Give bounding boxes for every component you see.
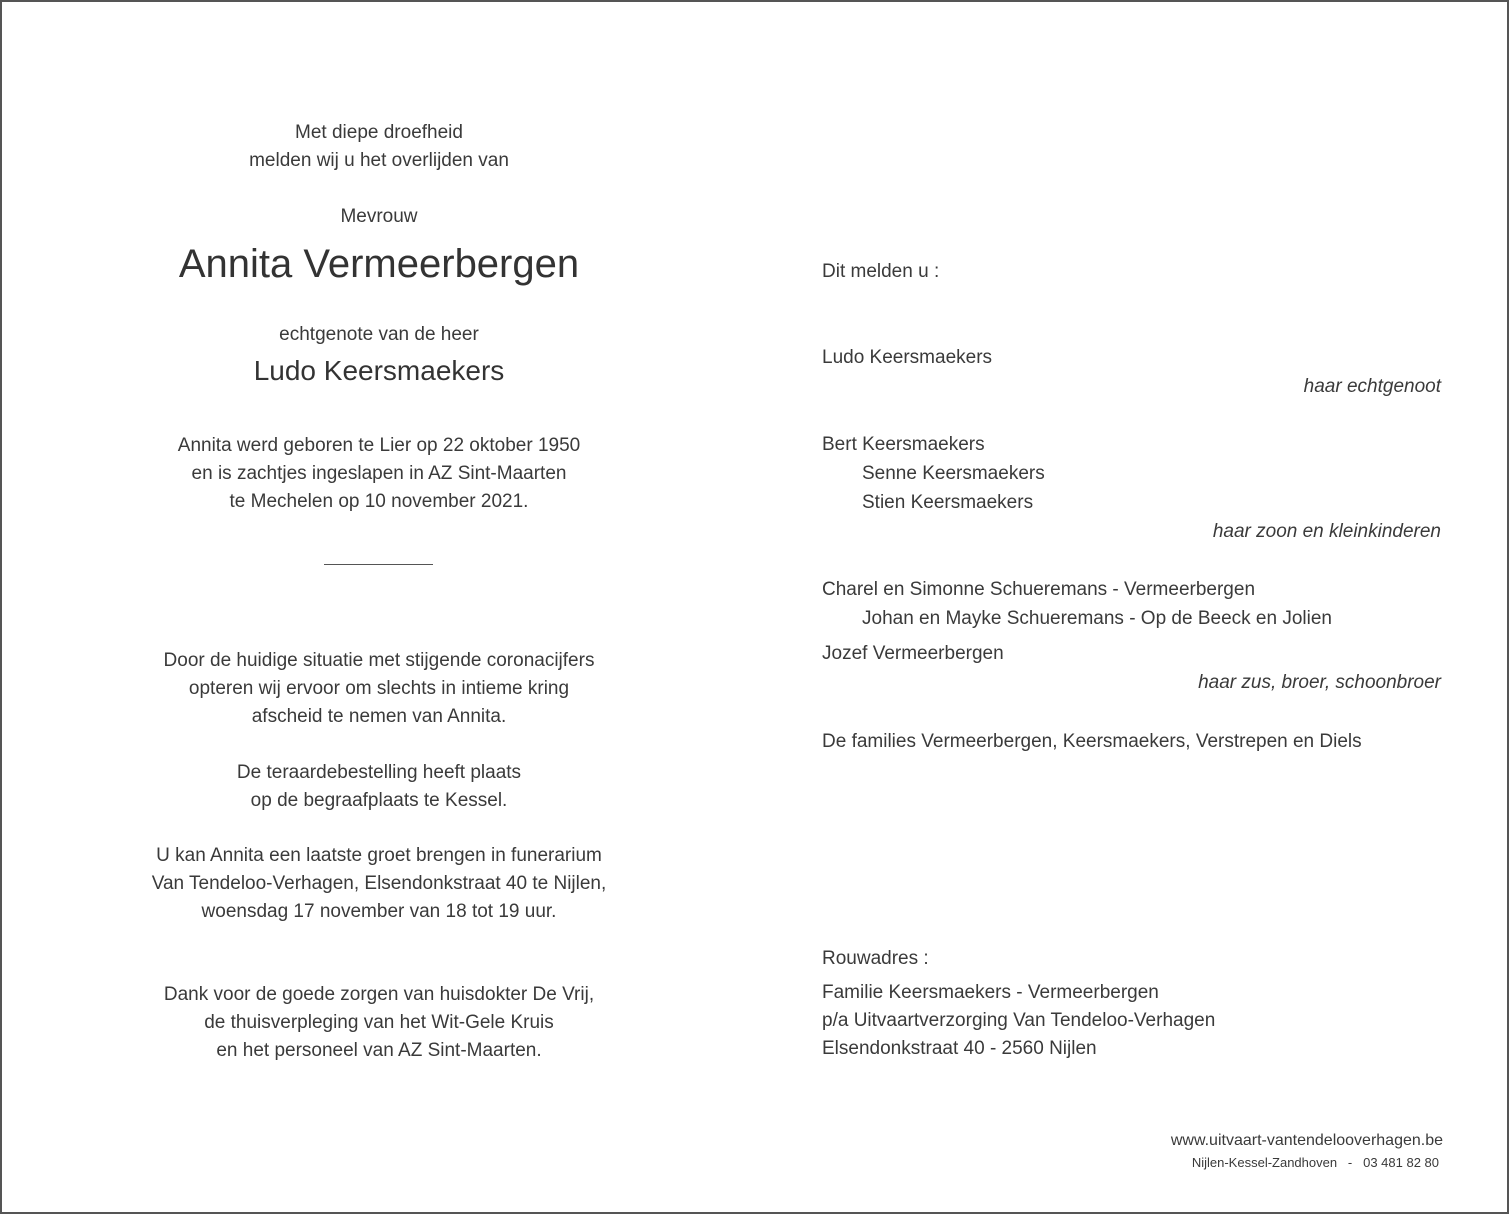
spouse-entry: Ludo Keersmaekers xyxy=(822,347,993,368)
address-line-2: p/a Uitvaartverzorging Van Tendeloo-Verhagen xyxy=(822,1010,1216,1031)
para2-line-2: op de begraafplaats te Kessel. xyxy=(250,790,508,811)
sibling-family-entry: Johan en Mayke Schueremans - Op de Beeck en Jolien xyxy=(862,608,1332,629)
siblings-role: haar zus, broer, schoonbroer xyxy=(1198,672,1441,693)
para4-line-3: en het personeel van AZ Sint-Maarten. xyxy=(216,1040,542,1061)
son-role: haar zoon en kleinkinderen xyxy=(1212,521,1441,542)
families-entry: De families Vermeerbergen, Keersmaekers, Verstrepen en Diels xyxy=(822,731,1362,752)
spouse-intro: echtgenote van de heer xyxy=(279,324,479,345)
intro-line-2: melden wij u het overlijden van xyxy=(249,150,509,171)
para2-line-1: De teraardebestelling heeft plaats xyxy=(236,762,522,783)
para3-line-1: U kan Annita een laatste groet brengen in funerarium xyxy=(156,845,602,866)
footer-contact: Nijlen-Kessel-Zandhoven - 03 481 82 80 xyxy=(1191,1155,1439,1170)
para4-line-1: Dank voor de goede zorgen van huisdokter De Vrij, xyxy=(163,984,595,1005)
para4-line-2: de thuisverpleging van het Wit-Gele Kruis xyxy=(204,1012,554,1033)
announcers-header: Dit melden u : xyxy=(822,261,940,282)
sibling-entry-1: Charel en Simonne Schueremans - Vermeerbergen xyxy=(822,579,1256,600)
footer-website: www.uitvaart-vantendelooverhagen.be xyxy=(1170,1132,1443,1149)
grandchild-entry-1: Senne Keersmaekers xyxy=(862,463,1045,484)
address-line-3: Elsendonkstraat 40 - 2560 Nijlen xyxy=(822,1038,1097,1059)
birth-line-2: en is zachtjes ingeslapen in AZ Sint-Maarten xyxy=(191,463,567,484)
sibling-entry-2: Jozef Vermeerbergen xyxy=(822,643,1004,664)
para1-line-1: Door de huidige situatie met stijgende coronacijfers xyxy=(163,650,595,671)
para3-line-2: Van Tendeloo-Verhagen, Elsendonkstraat 40 te Nijlen, xyxy=(151,873,607,894)
divider xyxy=(324,564,433,565)
son-entry: Bert Keersmaekers xyxy=(822,434,985,455)
para3-line-3: woensdag 17 november van 18 tot 19 uur. xyxy=(201,901,557,922)
spouse-role: haar echtgenoot xyxy=(1303,376,1441,397)
address-label: Rouwadres : xyxy=(822,948,929,969)
intro-line-1: Met diepe droefheid xyxy=(295,122,463,143)
birth-line-1: Annita werd geboren te Lier op 22 oktober 1950 xyxy=(177,435,581,456)
spouse-name: Ludo Keersmaekers xyxy=(253,355,505,386)
title-mevrouw: Mevrouw xyxy=(340,206,418,227)
address-line-1: Familie Keersmaekers - Vermeerbergen xyxy=(822,982,1159,1003)
para1-line-3: afscheid te nemen van Annita. xyxy=(251,706,507,727)
para1-line-2: opteren wij ervoor om slechts in intieme kring xyxy=(188,678,570,699)
birth-line-3: te Mechelen op 10 november 2021. xyxy=(229,491,529,512)
grandchild-entry-2: Stien Keersmaekers xyxy=(862,492,1034,513)
deceased-name: Annita Vermeerbergen xyxy=(178,242,580,286)
